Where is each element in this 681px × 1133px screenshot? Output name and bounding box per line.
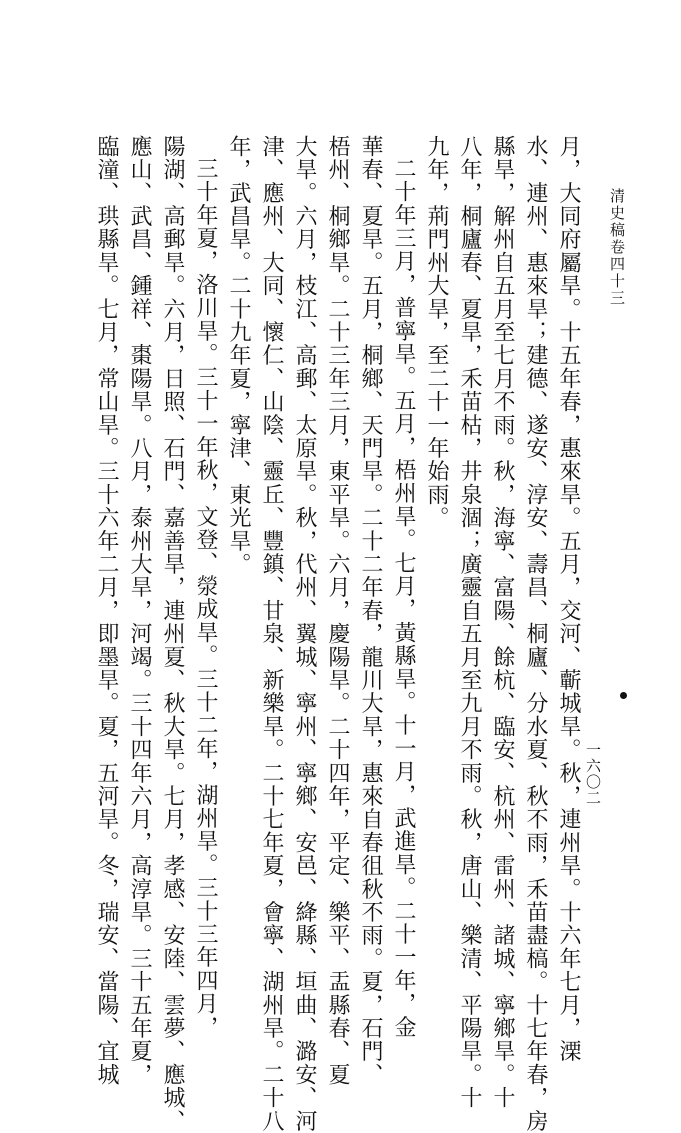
text-column-4: 八年，桐廬春、夏旱，禾苗枯，井泉涸；廣靈自五月至九月不雨。秋，唐山、樂清、平陽旱。十 — [457, 135, 482, 1110]
page-number: 一六〇二 — [584, 742, 602, 806]
text-column-10: 津、應州、大同、懷仁、山陰、靈丘、豐鎮、甘泉、新樂旱。二十七年夏，會寧、湖州旱。二十八 — [259, 135, 284, 1133]
text-column-9: 大旱。六月，枝江、高郵、太原旱。秋，代州、翼城、寧州、寧鄉、安邑、絳縣、垣曲、潞安、河 — [292, 135, 317, 1133]
text-column-11: 年，武昌旱。二十九年夏，寧津、東光旱。 — [226, 135, 251, 576]
text-column-12: 三十年夏，洛川旱。三十一年秋，文登、滎成旱。三十二年，湖州旱。三十三年四月， — [193, 157, 218, 1039]
text-column-2: 水、連州、惠來旱；建德、遂安、淳安、壽昌、桐廬、分水夏、秋不雨，禾苗盡槁。十七年春，房 — [523, 135, 548, 1133]
text-column-7: 華春、夏旱。五月，桐鄉、天門旱。二十二年春，龍川大旱，惠來自春徂秋不雨。夏，石門、 — [358, 135, 383, 1087]
text-column-14: 應山、武昌、鍾祥、棗陽旱。八月，泰州大旱，河竭。三十四年六月，高淳旱。三十五年夏， — [127, 135, 152, 1087]
text-column-15: 臨潼、珙縣旱。七月，常山旱。三十六年二月，即墨旱。夏，五河旱。冬，瑞安、當陽、宜城 — [94, 135, 119, 1087]
text-column-1: 月，大同府屬旱。十五年春，惠來旱。五月，交河、蘄城旱。秋，連州旱。十六年七月，溧 — [556, 135, 581, 1063]
text-column-13: 陽湖、高郵旱。六月，日照、石門、嘉善旱，連州夏、秋大旱。七月，孝感、安陸、雲夢、應城、 — [160, 135, 185, 1133]
ink-dot-mark — [620, 692, 627, 699]
text-column-6: 二十年三月，普寧旱。五月，梧州旱。七月，黃縣旱。十一月，武進旱。二十一年，金 — [391, 157, 416, 1039]
running-head: 清史稿卷四十三 — [608, 188, 626, 307]
text-column-3: 縣旱，解州自五月至七月不雨。秋，海寧、富陽、餘杭、臨安、杭州、雷州、諸城、寧鄉旱。十 — [490, 135, 515, 1110]
text-column-8: 梧州、桐鄉旱。二十三年三月，東平旱。六月，慶陽旱。二十四年，平定、樂平、盂縣春、夏 — [325, 135, 350, 1087]
text-column-5: 九年，荊門州大旱，至二十一年始雨。 — [424, 135, 449, 530]
